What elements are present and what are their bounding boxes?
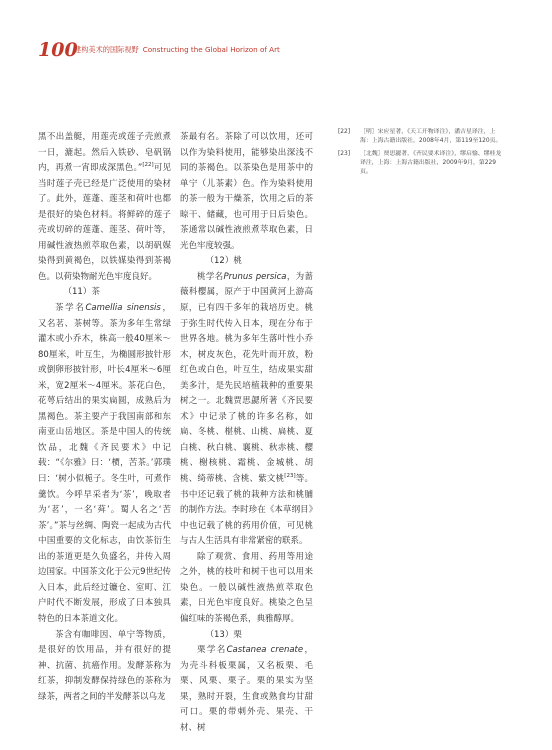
latin-name: Prunus persica: [223, 271, 287, 282]
paragraph-tea-2: 茶含有咖啡因、单宁等物质，是很好的饮用品，并有很好的提神、抗菌、抗癌作用。发酵茶称为红茶，抑制发酵保持绿色的茶称为绿茶，两者之间的半发酵茶以乌龙: [38, 629, 171, 702]
text-run: 栗学名: [197, 645, 227, 656]
section-heading-tea: （11）茶: [63, 287, 100, 298]
text-run: ，又名茗、茶树等。茶为多年生常绿灌木或小乔木，株高一般40厘米～80厘米，叶互生，为椭圆形披针形或倒卵形披针形，叶长4厘米～6厘米，宽2厘米～4厘米。茶花白色，花萼后结出的果实扁圆，成熟后为黑褐色。茶主要产于我国南部和东南亚山岳地区。茶是中国人的传统饮品，北魏《齐民要术》中记载：“《尔雅》曰：‘槚，苦茶。’郭璞曰：‘树小似栀子。冬生叶，可煮作羹饮。今呼早采者为‘茶’，晚取者为‘茗’，一名‘荈’。蜀人名之‘苦茶’。”茶与丝绸、陶瓷一起成为古代中国重要的文化标志，由饮茶衍生出的茶道更是久负盛名，并传入周边国家。中国茶文化于公元9世纪传入日本，此后经过镰仓、室町、江户时代不断发展，形成了日本独具特色的日本茶道文化。: [38, 303, 171, 624]
footnote-text: ［明］宋应星著，《天工开物译注》，潘吉星译注，上海：上海古籍出版社，2008年4月，第119至120页。: [360, 129, 502, 144]
section-heading-chestnut: （13）栗: [205, 629, 242, 640]
text-run: 桃学名: [197, 271, 224, 282]
footnote-number: [23]: [338, 150, 351, 157]
footnote-ref: [23]: [284, 473, 296, 480]
latin-name: Castanea crenate: [226, 645, 304, 656]
text-run: 茶学名: [55, 303, 86, 314]
book-title-en: Constructing the Global Horizon of Art: [142, 45, 280, 54]
footnote-number: [22]: [338, 129, 351, 135]
left-text-column: [38, 130, 171, 705]
paragraph-chestnut: [180, 643, 313, 736]
latin-name: Camellia sinensis: [85, 303, 161, 314]
paragraph-tea-3: 茶最有名。茶除了可以饮用，还可以作为染料使用，能够染出深浅不同的茶褐色。以茶染色是用茶中的单宁（儿茶素）色。作为染料使用的茶一般为干燥茶，饮用之后的茶晾干、储藏，也可用于日后染色。茶通常以碱性液煎煮萃取色素，日光色牢度较强。: [180, 132, 313, 251]
book-title-cn: 建构美术的国际视野: [74, 45, 139, 54]
footnote: [338, 128, 503, 146]
text-run: 可见当时莲子壳已经是广泛使用的染材了。此外，莲蓬、莲茎和荷叶也都是很好的染色材料。将鲜碎的莲子壳或切碎的莲蓬、莲茎、荷叶等，用碱性液热煎萃取色素，以胡矾媒染得到黄褐色，以铁媒染得到茶褐色。以荷染物耐光色牢度良好。: [38, 163, 171, 282]
running-title: [74, 45, 280, 55]
footnote-ref: [22]: [142, 162, 154, 169]
section-heading-peach: （12）桃: [205, 256, 242, 267]
footnote: [338, 150, 503, 177]
right-text-column: [180, 130, 313, 736]
text-run: ，为壳斗科板栗属，又名板栗、毛栗、风栗、栗子。栗的果实为坚果，熟时开裂，生食或熟食均甘甜可口。栗的带刺外壳、果壳、干材、树: [180, 645, 313, 733]
paragraph-peach: [180, 270, 313, 550]
paragraph-lotus: [38, 130, 171, 285]
footnotes: [338, 128, 503, 181]
running-header: [38, 39, 518, 61]
paragraph-tea: [38, 301, 171, 627]
page-number: 100: [38, 39, 78, 61]
text-run: ，为蔷薇科樱属，原产于中国黄河上游高原，已有四千多年的栽培历史。桃于弥生时代传入日本，现在分布于世界各地。桃为多年生落叶性小乔木，树皮灰色，花先叶而开放，粉红色或白色，叶互生，结成果实甜美多汁，是先民培植栽种的重要果树之一。北魏贾思勰所著《齐民要术》中记录了桃的许多名称，如扁、冬桃、椹桃、山桃、扁桃、夏白桃、秋白桃、襄桃、秋赤桃、樱桃、榭核桃、霜桃、金城桃、胡桃、绮蒂桃、含桃、紫文桃: [180, 271, 313, 485]
paragraph-peach-2: 除了观赏、食用、药用等用途之外，桃的枝叶和树干也可以用来染色。一般以碱性液热煎萃取色素，日光色牢度良好。桃染之色呈偏红味的茶褐色系，典雅醇厚。: [180, 551, 313, 624]
text-run: 黑不出盖艇，用莲壳或莲子壳煎煮一日，漉起。然后入铁砂、皂矾锅内，再煮一宵即成深黑色。”: [38, 132, 171, 174]
text-run: 等。书中还记载了桃的栽种方法和桃脯的制作方法。李时珍在《本草纲目》中也记载了桃的药用价值，可见桃与古人生活具有非常紧密的联系。: [180, 474, 313, 547]
footnote-text: ［北魏］贾思勰著，《齐民要术译注》，缪启愉、缪桂龙译注，上海：上海古籍出版社，2009年9月，第229页。: [360, 150, 502, 175]
